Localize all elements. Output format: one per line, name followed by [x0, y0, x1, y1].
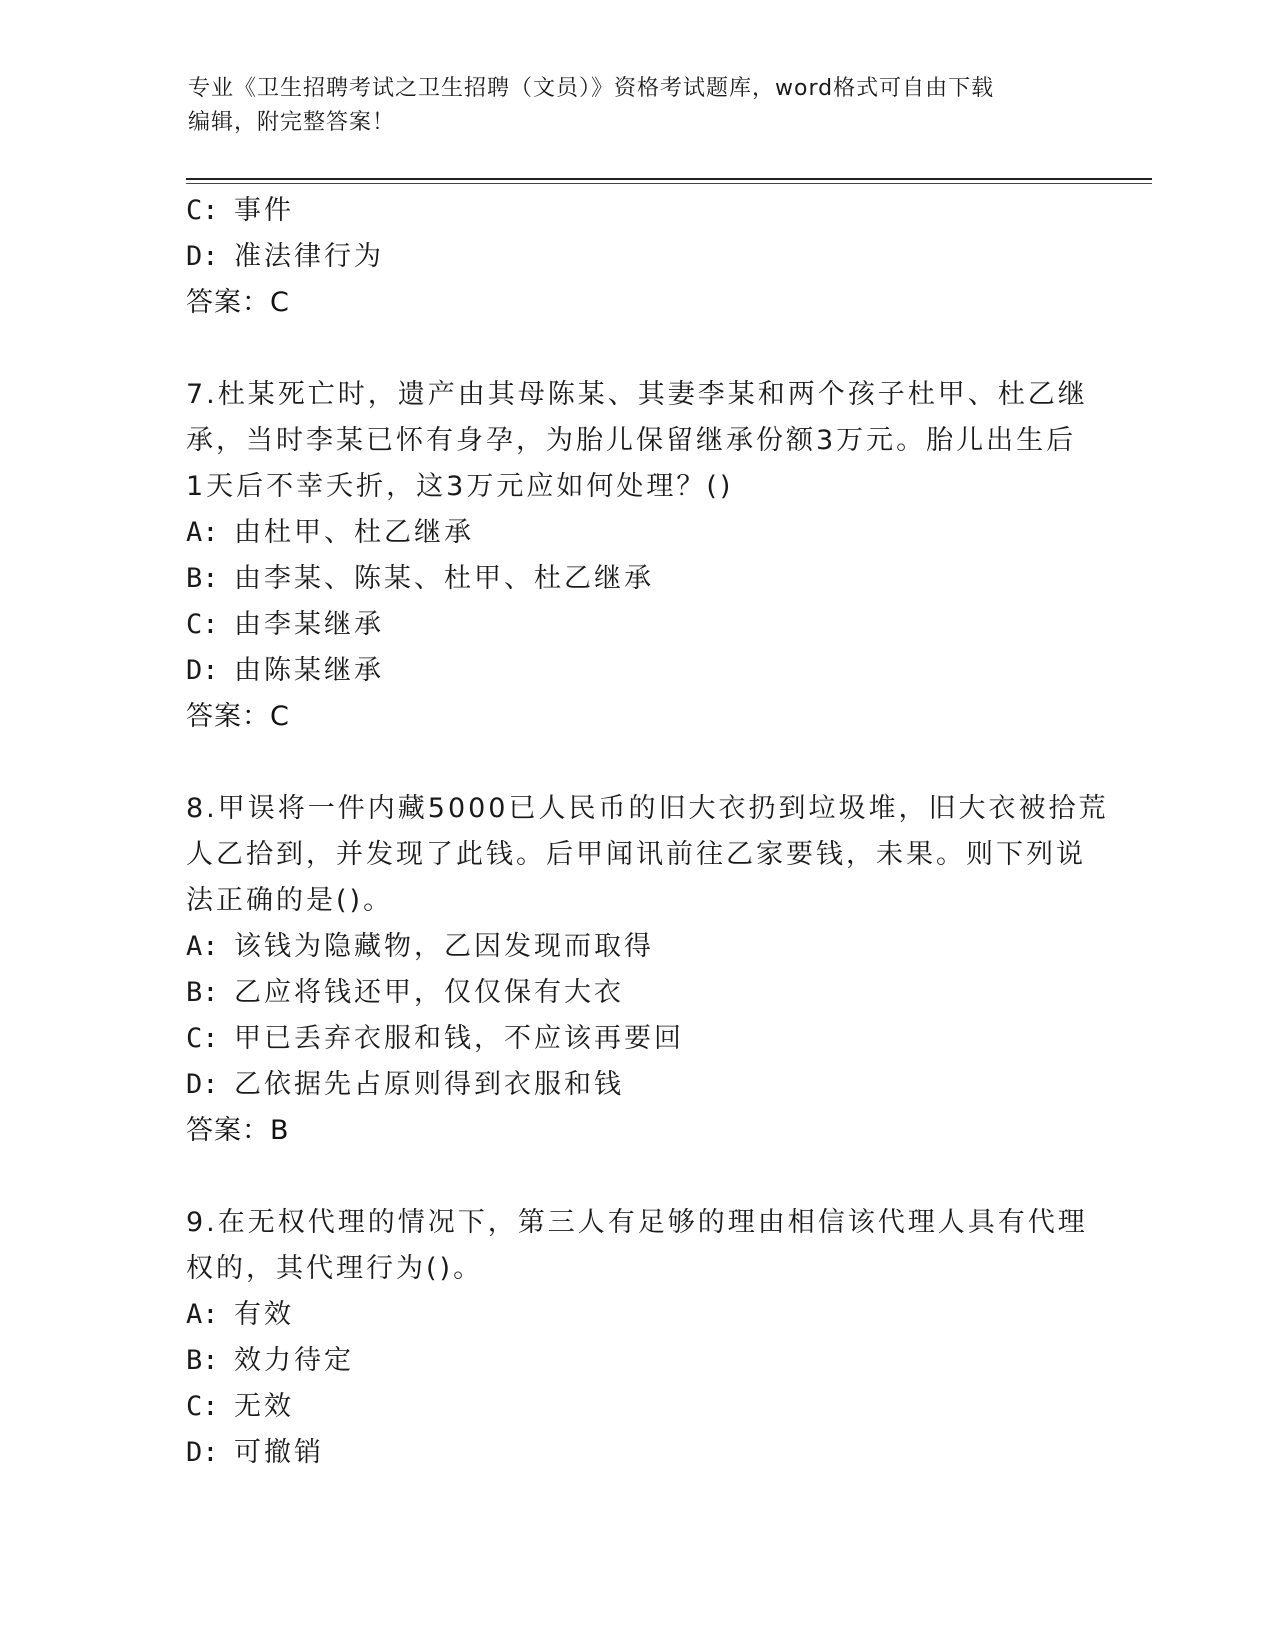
option-text: 有效 [234, 1299, 294, 1330]
option-d [186, 234, 1086, 280]
question-stem-line: 9.在无权代理的情况下，第三人有足够的理由相信该代理人具有代理 [186, 1207, 1088, 1238]
answer-line: 答案：C [186, 701, 290, 732]
question-8 [186, 786, 1109, 1154]
option-a [186, 1292, 1086, 1338]
option-c [186, 1384, 1086, 1430]
option-a [186, 924, 1086, 970]
option-letter: B: [186, 977, 219, 1008]
option-letter: B: [186, 1345, 219, 1376]
option-letter: A: [186, 517, 219, 548]
option-letter: D: [186, 655, 219, 686]
option-text: 由陈某继承 [234, 655, 384, 686]
question-stem-line: 人乙拾到，并发现了此钱。后甲闻讯前往乙家要钱，未果。则下列说 [186, 839, 1086, 870]
question-stem-line: 承，当时李某已怀有身孕，为胎儿保留继承份额3万元。胎儿出生后 [186, 425, 1077, 456]
option-a [186, 510, 1086, 556]
option-letter: C: [186, 1391, 219, 1422]
option-text: 由李某继承 [234, 609, 384, 640]
question-stem-line: 权的，其代理行为()。 [186, 1253, 484, 1284]
option-c [186, 602, 1086, 648]
option-text: 事件 [234, 195, 294, 226]
header-line-1: 专业《卫生招聘考试之卫生招聘（文员）》资格考试题库，word格式可自由下载 [188, 76, 995, 101]
option-text: 可撤销 [234, 1437, 324, 1468]
option-letter: D: [186, 1069, 219, 1100]
spacer [186, 1154, 1086, 1200]
option-letter: D: [186, 1437, 219, 1468]
question-6-tail [186, 188, 1086, 326]
question-stem-line: 8.甲误将一件内藏5000已人民币的旧大衣扔到垃圾堆，旧大衣被拾荒 [186, 793, 1109, 824]
option-b [186, 1338, 1086, 1384]
question-7 [186, 372, 1086, 740]
option-letter: A: [186, 1299, 219, 1330]
option-text: 乙依据先占原则得到衣服和钱 [234, 1069, 624, 1100]
option-b [186, 970, 1086, 1016]
option-letter: C: [186, 609, 219, 640]
option-c [186, 1016, 1086, 1062]
spacer [186, 740, 1086, 786]
question-9 [186, 1200, 1086, 1476]
answer-line: 答案：B [186, 1115, 290, 1146]
spacer [186, 326, 1086, 372]
question-list [186, 188, 1109, 1476]
option-text: 由杜甲、杜乙继承 [234, 517, 474, 548]
option-letter: C: [186, 1023, 219, 1054]
option-d [186, 1062, 1086, 1108]
option-letter: D: [186, 241, 219, 272]
header-line-2: 编辑，附完整答案！ [188, 110, 396, 135]
option-text: 效力待定 [234, 1345, 354, 1376]
question-stem-line: 7.杜某死亡时，遗产由其母陈某、其妻李某和两个孩子杜甲、杜乙继 [186, 379, 1088, 410]
option-text: 该钱为隐藏物，乙因发现而取得 [234, 931, 654, 962]
option-d [186, 1430, 1086, 1476]
option-text: 由李某、陈某、杜甲、杜乙继承 [234, 563, 654, 594]
option-text: 无效 [234, 1391, 294, 1422]
header-divider-thick [186, 178, 1152, 180]
header-divider-thin [186, 183, 1152, 184]
answer-line: 答案：C [186, 287, 290, 318]
document-header [188, 72, 1068, 140]
option-text: 乙应将钱还甲，仅仅保有大衣 [234, 977, 624, 1008]
question-stem-line: 法正确的是()。 [186, 885, 394, 916]
option-letter: A: [186, 931, 219, 962]
option-letter: C: [186, 195, 219, 226]
option-d [186, 648, 1086, 694]
option-c [186, 188, 1086, 234]
option-text: 准法律行为 [234, 241, 384, 272]
option-text: 甲已丢弃衣服和钱，不应该再要回 [234, 1023, 684, 1054]
question-stem-line: 1天后不幸夭折，这3万元应如何处理？() [186, 471, 734, 502]
option-b [186, 556, 1086, 602]
option-letter: B: [186, 563, 219, 594]
